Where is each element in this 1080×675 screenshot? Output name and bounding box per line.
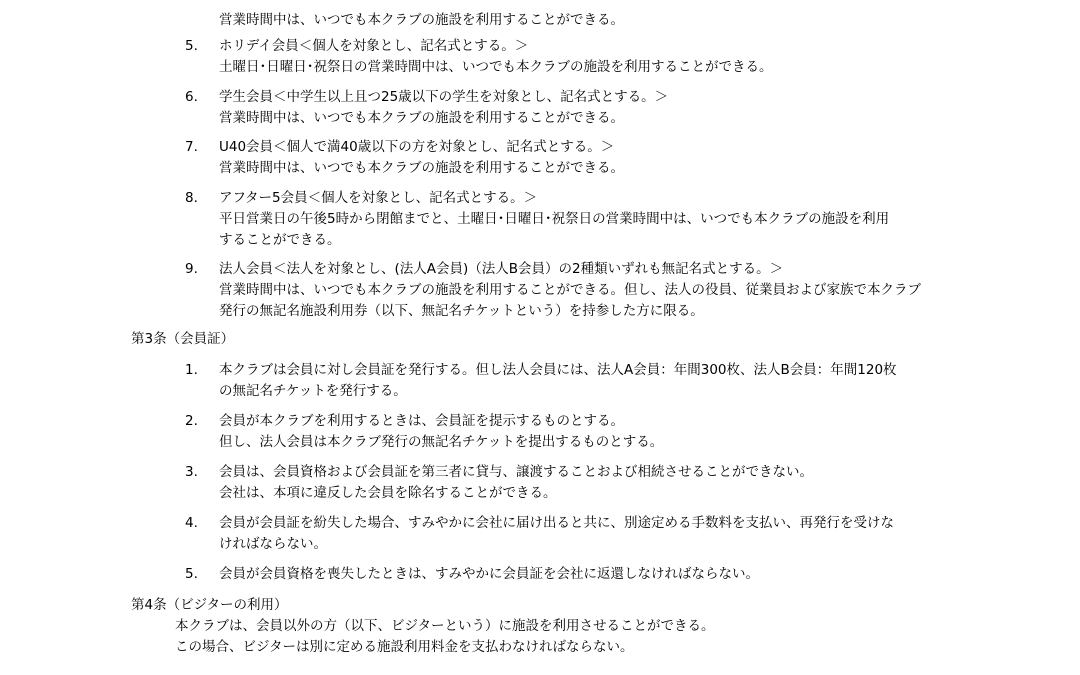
article-4-paragraph <box>175 616 714 658</box>
item-text-line: の無記名チケットを発行する。 <box>219 383 407 399</box>
item-body <box>219 188 979 251</box>
item-text-line: 会員が本クラブを利用するときは、会員証を提示するものとする。 <box>219 413 624 429</box>
paragraph-line: 本クラブは、会員以外の方（以下、ビジターという）に施設を利用させることができる。 <box>175 618 715 634</box>
item-number: 2. <box>185 413 198 429</box>
item-text-line: 営業時間中は、いつでも本クラブの施設を利用することができる。但し、法人の役員、従業員および家族で本クラブ <box>219 282 921 298</box>
item-text-line: 法人会員＜法人を対象とし、(法人A会員)（法人B会員）の2種類いずれも無記名式とする。＞ <box>219 261 784 277</box>
item-text-line: 土曜日･日曜日･祝祭日の営業時間中は、いつでも本クラブの施設を利用することができる。 <box>219 59 773 75</box>
item-body <box>219 36 979 78</box>
article-4-heading: 第4条（ビジターの利用） <box>131 597 288 613</box>
item-text-line: 発行の無記名施設利用券（以下、無記名チケットという）を持参した方に限る。 <box>219 303 704 319</box>
cut-off-line <box>219 0 979 10</box>
item-text-line: 会員が会員資格を喪失したときは、すみやかに会員証を会社に返還しなければならない。 <box>219 566 759 582</box>
item-text-line: 但し、法人会員は本クラブ発行の無記名チケットを提出するものとする。 <box>219 434 664 450</box>
item-text-line: 営業時間中は、いつでも本クラブの施設を利用することができる。 <box>219 160 624 176</box>
item-body <box>219 259 979 322</box>
item-text-line: 会員が会員証を紛失した場合、すみやかに会社に届け出ると共に、別途定める手数料を支払い、再発行を受けな <box>219 515 894 531</box>
item-number: 1. <box>185 362 198 378</box>
item-text-line: 会社は、本項に違反した会員を除名することができる。 <box>219 485 557 501</box>
item-body <box>219 462 979 504</box>
item-number: 6. <box>185 89 198 105</box>
item-text-line: ければならない。 <box>219 536 327 552</box>
item-number: 4. <box>185 515 198 531</box>
item-text-line: 本クラブは会員に対し会員証を発行する。但し法人会員には、法人A会員：年間300枚、法人B会員：年間120枚 <box>219 362 897 378</box>
item-body <box>219 360 979 402</box>
item-text-line: 平日営業日の午後5時から閉館までと、土曜日･日曜日･祝祭日の営業時間中は、いつでも本クラブの施設を利用 <box>219 211 890 227</box>
item-body <box>219 513 979 555</box>
item-number: 5. <box>185 566 198 582</box>
item-number: 8. <box>185 190 198 206</box>
item-text-line: することができる。 <box>219 232 341 248</box>
item-text-line: 営業時間中は、いつでも本クラブの施設を利用することができる。 <box>219 12 624 28</box>
item-number: 7. <box>185 139 198 155</box>
item-text-line: アフター5会員＜個人を対象とし、記名式とする。＞ <box>219 190 538 206</box>
item-number: 5. <box>185 38 198 54</box>
item-body <box>219 564 979 585</box>
item-text-line: ホリデイ会員＜個人を対象とし、記名式とする。＞ <box>219 38 529 54</box>
item-text-line: 会員は、会員資格および会員証を第三者に貸与、譲渡することおよび相続させることができない。 <box>219 464 813 480</box>
item-body <box>219 137 979 179</box>
item-number: 9. <box>185 261 198 277</box>
paragraph-line: この場合、ビジターは別に定める施設利用料金を支払わなければならない。 <box>175 639 634 655</box>
item-body <box>219 87 979 129</box>
previous-item-continuation <box>219 0 979 31</box>
item-text-line: 学生会員＜中学生以上且つ25歳以下の学生を対象とし、記名式とする。＞ <box>219 89 669 105</box>
item-number: 3. <box>185 464 198 480</box>
item-text-line: U40会員＜個人で満40歳以下の方を対象とし、記名式とする。＞ <box>219 139 615 155</box>
item-text-line: 営業時間中は、いつでも本クラブの施設を利用することができる。 <box>219 110 624 126</box>
item-body <box>219 411 979 453</box>
article-3-heading: 第3条（会員証） <box>131 331 235 347</box>
